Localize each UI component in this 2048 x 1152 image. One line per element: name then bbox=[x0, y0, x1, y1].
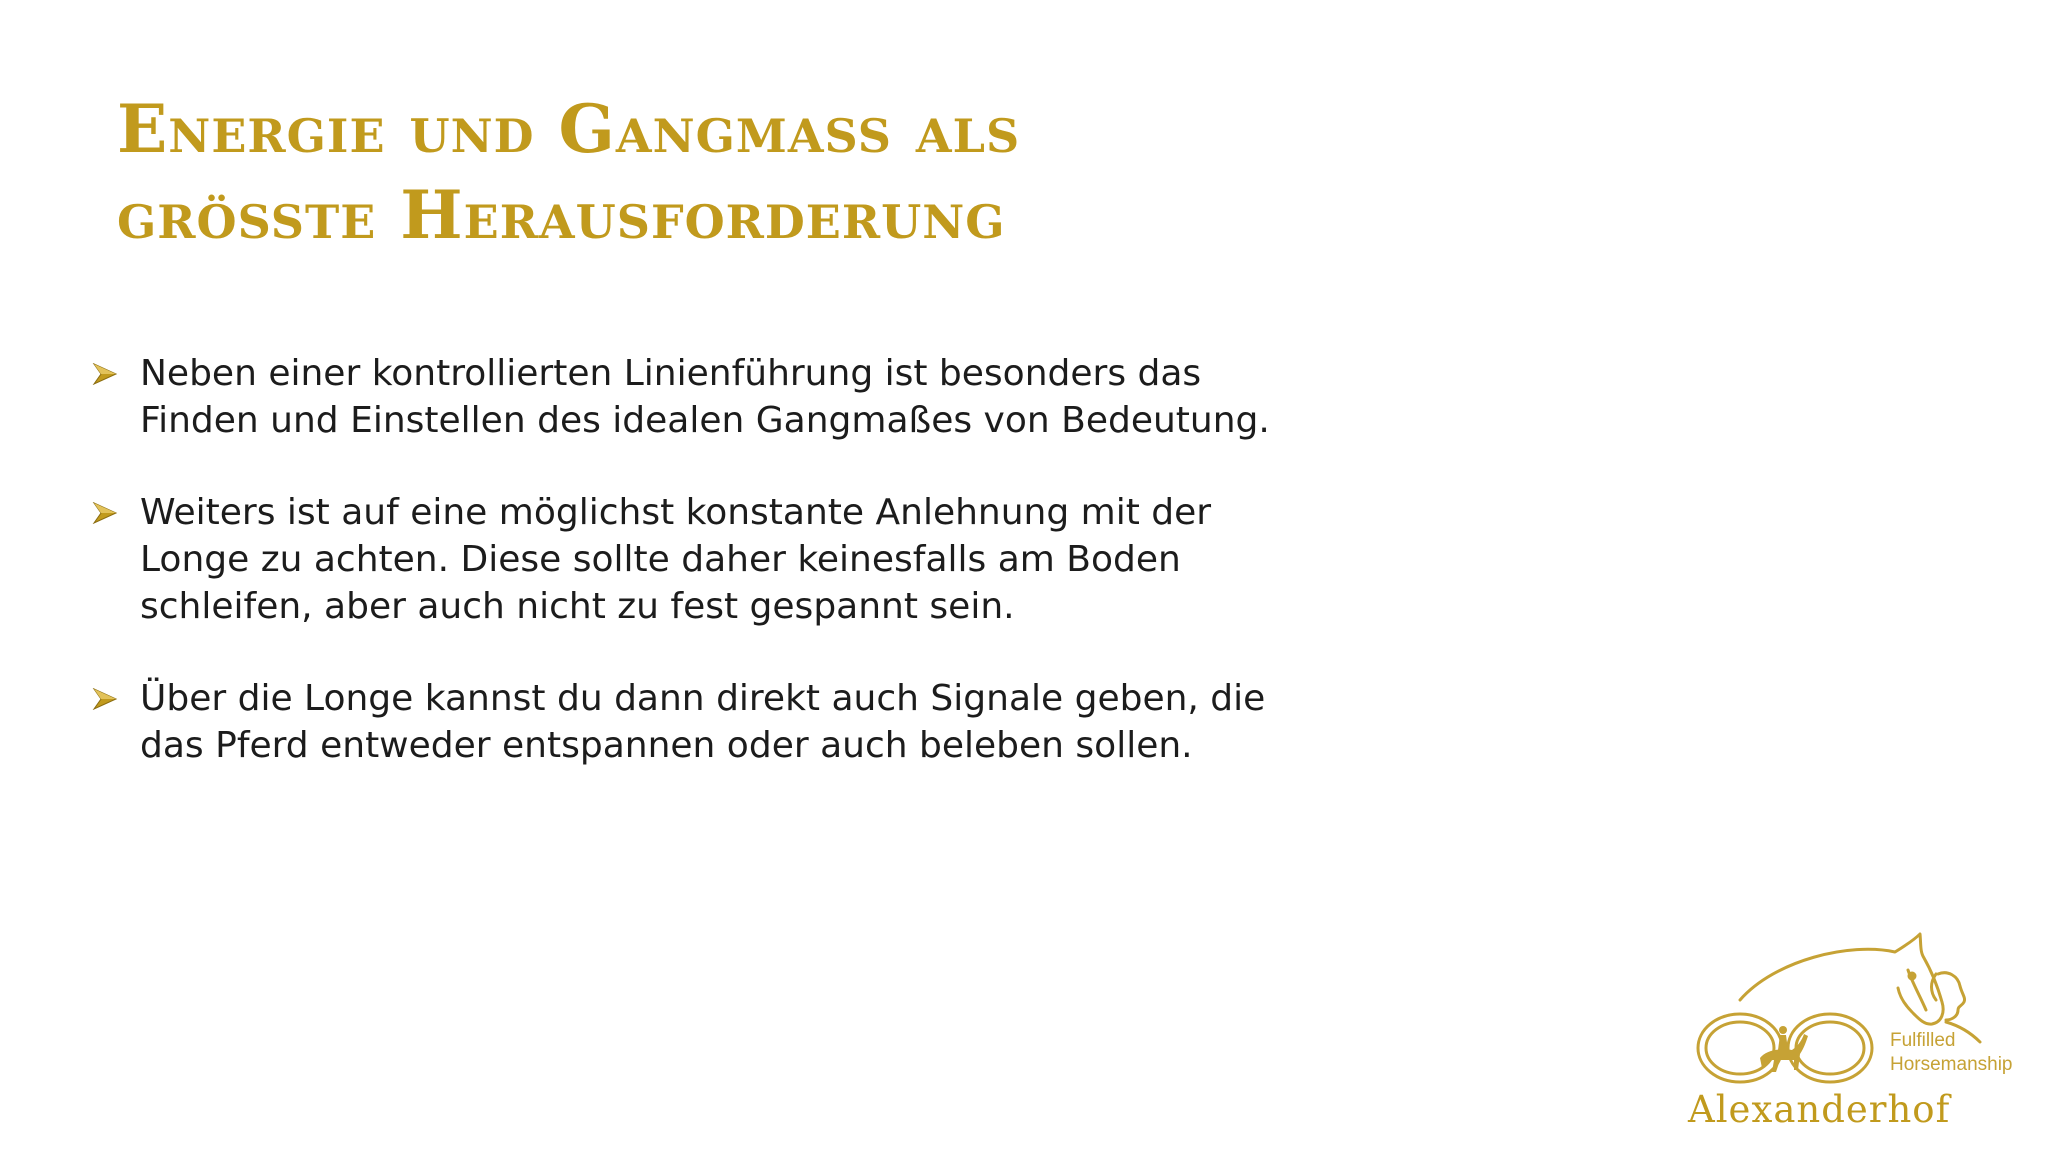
bullet-line: das Pferd entweder entspannen oder auch beleben sollen. bbox=[140, 725, 1193, 766]
slide-title bbox=[117, 86, 1317, 258]
bullet-list bbox=[92, 350, 1332, 814]
arrowhead-bullet-icon bbox=[92, 350, 140, 397]
bullet-text bbox=[140, 489, 1211, 630]
title-line: grösste Herausforderung bbox=[117, 176, 1006, 254]
arrowhead-bullet-icon bbox=[92, 489, 140, 536]
bullet-item bbox=[92, 675, 1332, 769]
bullet-item bbox=[92, 489, 1332, 630]
title-line: Energie und Gangmass als bbox=[117, 90, 1021, 168]
bullet-line: Über die Longe kannst du dann direkt auch Signale geben, die bbox=[140, 678, 1266, 719]
logo-tagline: Fulfilled bbox=[1890, 1030, 1956, 1051]
bullet-line: Weiters ist auf eine möglichst konstante Anlehnung mit der bbox=[140, 492, 1212, 533]
bullet-text bbox=[140, 675, 1265, 769]
logo-name: Alexanderhof bbox=[1688, 1088, 1951, 1131]
bullet-line: Finden und Einstellen des idealen Gangmaßes von Bedeutung. bbox=[140, 400, 1270, 441]
bullet-line: schleifen, aber auch nicht zu fest gespannt sein. bbox=[140, 586, 1015, 627]
bullet-line: Neben einer kontrollierten Linienführung ist besonders das bbox=[140, 353, 1202, 394]
logo-tagline: Horsemanship bbox=[1890, 1054, 2013, 1075]
bullet-text bbox=[140, 350, 1270, 444]
alexanderhof-logo bbox=[1680, 930, 2013, 1131]
bullet-line: Longe zu achten. Diese sollte daher keinesfalls am Boden bbox=[140, 539, 1181, 580]
arrowhead-bullet-icon bbox=[92, 675, 140, 722]
bullet-item bbox=[92, 350, 1332, 444]
